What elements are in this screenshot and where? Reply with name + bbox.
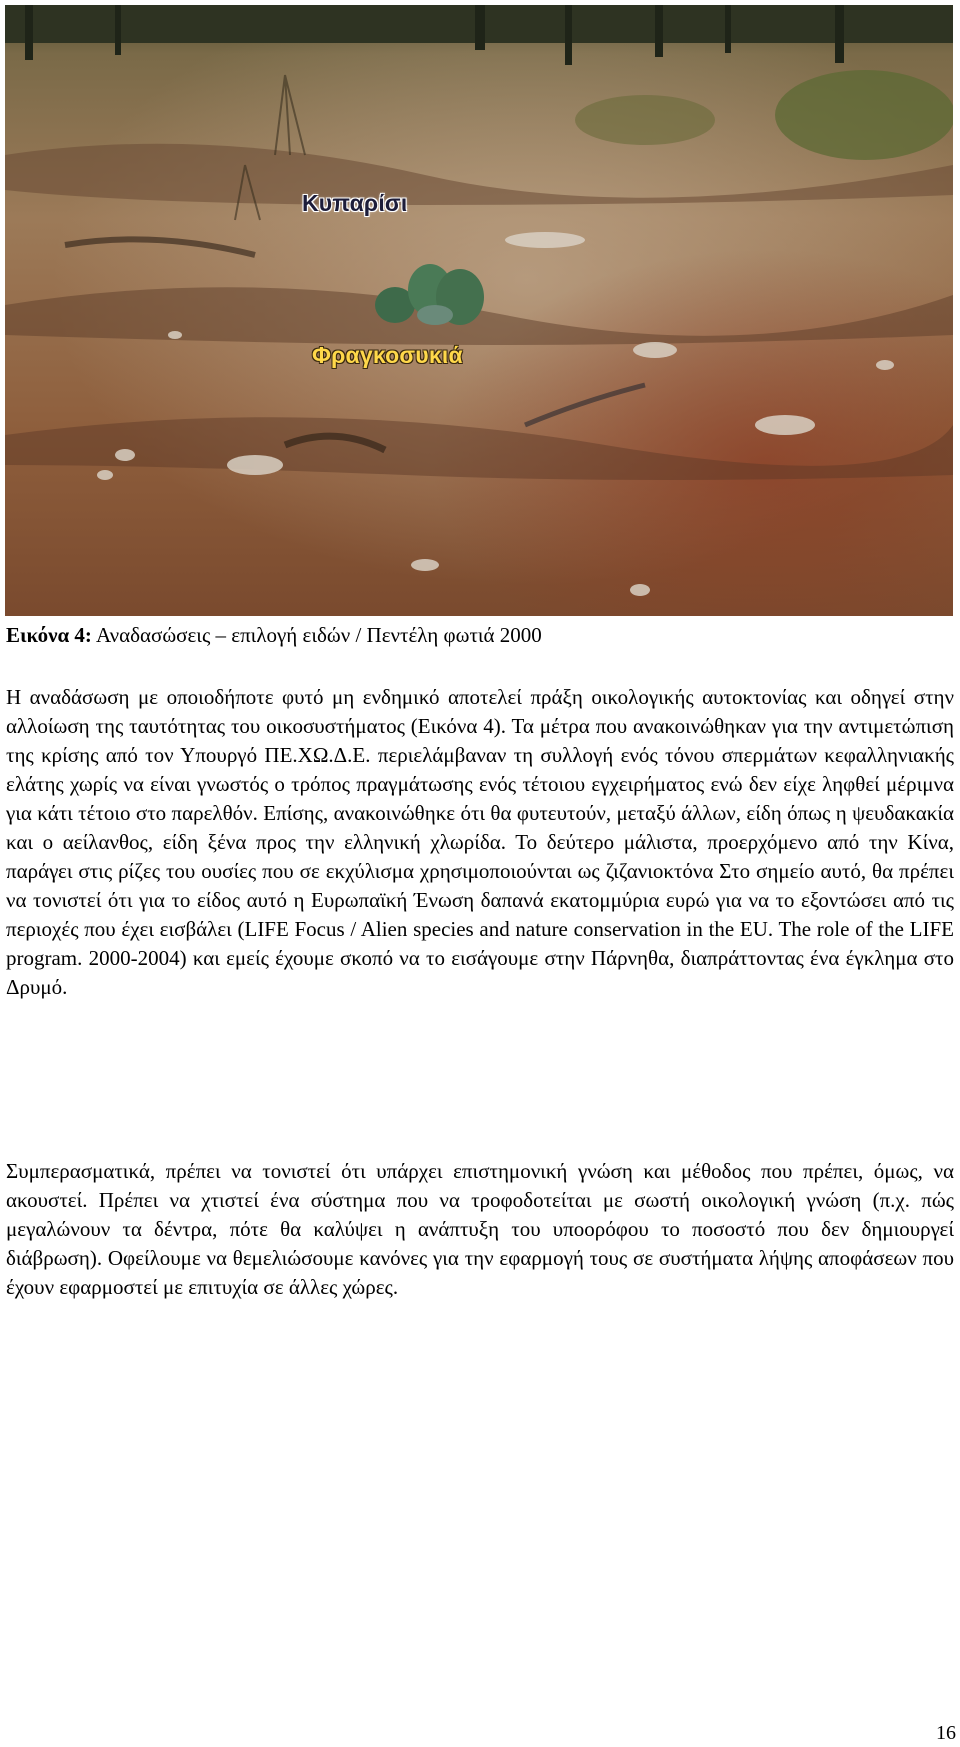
figure-caption-text: Αναδασώσεις – επιλογή ειδών / Πεντέλη φωτιά 2000 [91,623,542,647]
reforestation-photo [5,5,953,616]
burned-hillside-image [5,5,953,616]
page-number: 16 [936,1722,956,1744]
body-paragraph: Συμπερασματικά, πρέπει να τονιστεί ότι υπάρχει επιστημονική γνώση και μέθοδος που πρέπει, όμως, να ακουστεί. Πρέπει να χτιστεί ένα σύστημα που να τροφοδοτείται με σωστή οικολογική γνώση (π.χ. πώς μεγαλώνουν τα δέντρα, πότε θα καλύψει η ανάπτυξη του υποορόφου το ποσοστό που δεν δημιουργεί διάβρωση). Οφείλουμε να θεμελιώσουμε κανόνες για την εφαρμογή τους σε συστήματα λήψης αποφάσεων που έχουν εφαρμοστεί με επιτυχία σε άλλες χώρες. [6,1159,954,1299]
figure-caption-prefix: Εικόνα 4: [6,623,92,647]
cypress-label: Κυπαρίσι [302,190,408,216]
body-paragraph: Η αναδάσωση με οποιοδήποτε φυτό μη ενδημικό αποτελεί πράξη οικολογικής αυτοκτονίας και οδηγεί στην αλλοίωση της ταυτότητας του οικοσυστήματος (Εικόνα 4). Τα μέτρα που ανακοινώθηκαν για την αντιμετώπιση της κρίσης από τον Υπουργό ΠΕ.ΧΩ.Δ.Ε. περιελάμβαναν τη συλλογή ενός τόνου σπερμάτων κεφαλληνιακής ελάτης χωρίς να είναι γνωστός ο τρόπος πραγμάτωσης ενός τέτοιου εγχειρήματος ενώ δεν είχε ληφθεί μέριμνα για κάτι τέτοιο στο παρελθόν. Επίσης, ανακοινώθηκε ότι θα φυτευτούν, μεταξύ άλλων, είδη όπως η ψευδακακία και ο αείλανθος, είδη ξένα προς την ελληνική χλωρίδα. Το δεύτερο μάλιστα, προερχόμενο από την Κίνα, παράγει στις ρίζες του ουσίες που σε εκχύλισμα χρησιμοποιούνται ως ζιζανιοκτόνα Στο σημείο αυτό, θα πρέπει να τονιστεί ότι για το είδος αυτό η Ευρωπαϊκή Ένωση δαπανά εκατομμύρια ευρώ για να το εξοντώσει από τις περιοχές που έχει εισβάλει (LIFE Focus / Alien species and nature conservation in the EU. The role of the LIFE program. 2000-2004) και εμείς έχουμε σκοπό να το εισάγουμε στην Πάρνηθα, διαπράττοντας ένα έγκλημα στο Δρυμό. [6,685,954,999]
prickly-pear-label: Φραγκοσυκιά [312,342,463,368]
figure-caption [6,623,954,647]
